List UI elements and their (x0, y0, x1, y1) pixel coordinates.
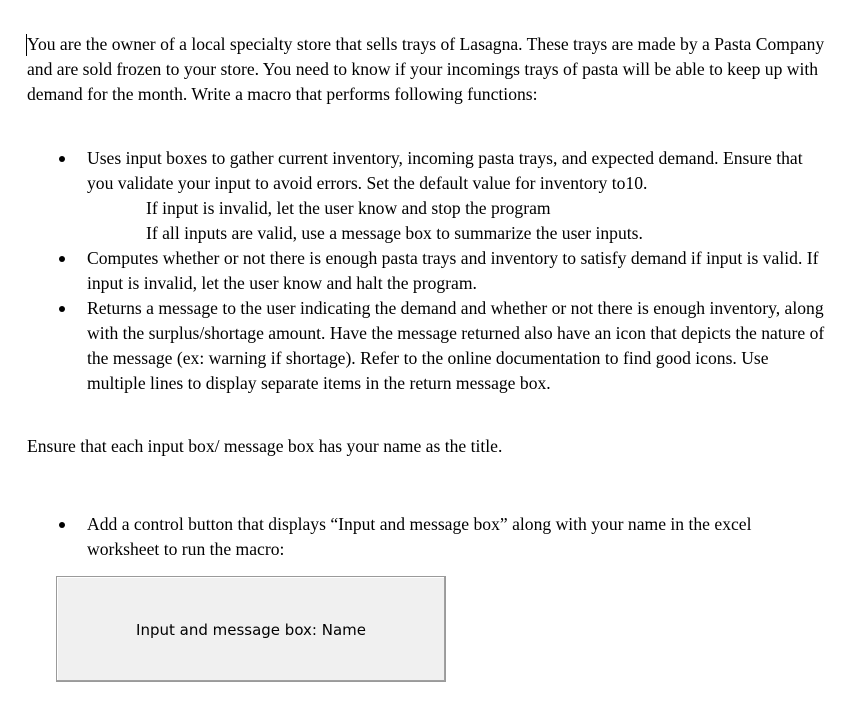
bullet-icon (59, 306, 65, 312)
sub-item: If input is invalid, let the user know and stop the program (146, 198, 551, 218)
bullet-text: Returns a message to the user indicating the demand and whether or not there is enough inventory, along with the surplus/shortage amount. Have the message returned also have an icon that depicts the nature of the message (ex: warning if shortage). Refer to the online documentation to find good icons. Use multiple lines to display separate items in the return message box. (87, 298, 825, 393)
bullet-icon (59, 522, 65, 528)
bullet-text: Add a control button that displays “Input and message box” along with your name in the excel worksheet to run the macro: (87, 514, 752, 559)
closing-paragraph: Ensure that each input box/ message box has your name as the title. (27, 436, 503, 456)
list-item (0, 146, 825, 246)
list-item (0, 512, 825, 562)
intro-paragraph: You are the owner of a local specialty store that sells trays of Lasagna. These trays are made by a Pasta Company and are sold frozen to your store. You need to know if your incomings trays of pasta will be able to keep up with demand for the month. Write a macro that performs following functions: (27, 34, 825, 104)
button-label: Input and message box: Name (136, 620, 366, 639)
bullet-text: Uses input boxes to gather current inventory, incoming pasta trays, and expected demand. Ensure that you validate your input to avoid errors. Set the default value for inventory to10. (87, 148, 803, 193)
list-item (0, 246, 825, 296)
control-list (0, 512, 844, 562)
bullet-text: Computes whether or not there is enough pasta trays and inventory to satisfy demand if input is valid. If input is invalid, let the user know and halt the program. (87, 248, 819, 293)
list-item (0, 296, 825, 396)
sub-item: If all inputs are valid, use a message box to summarize the user inputs. (146, 223, 643, 243)
bullet-icon (59, 256, 65, 262)
bullet-icon (59, 156, 65, 162)
input-message-box-button[interactable] (56, 576, 446, 682)
requirements-list (0, 146, 844, 396)
